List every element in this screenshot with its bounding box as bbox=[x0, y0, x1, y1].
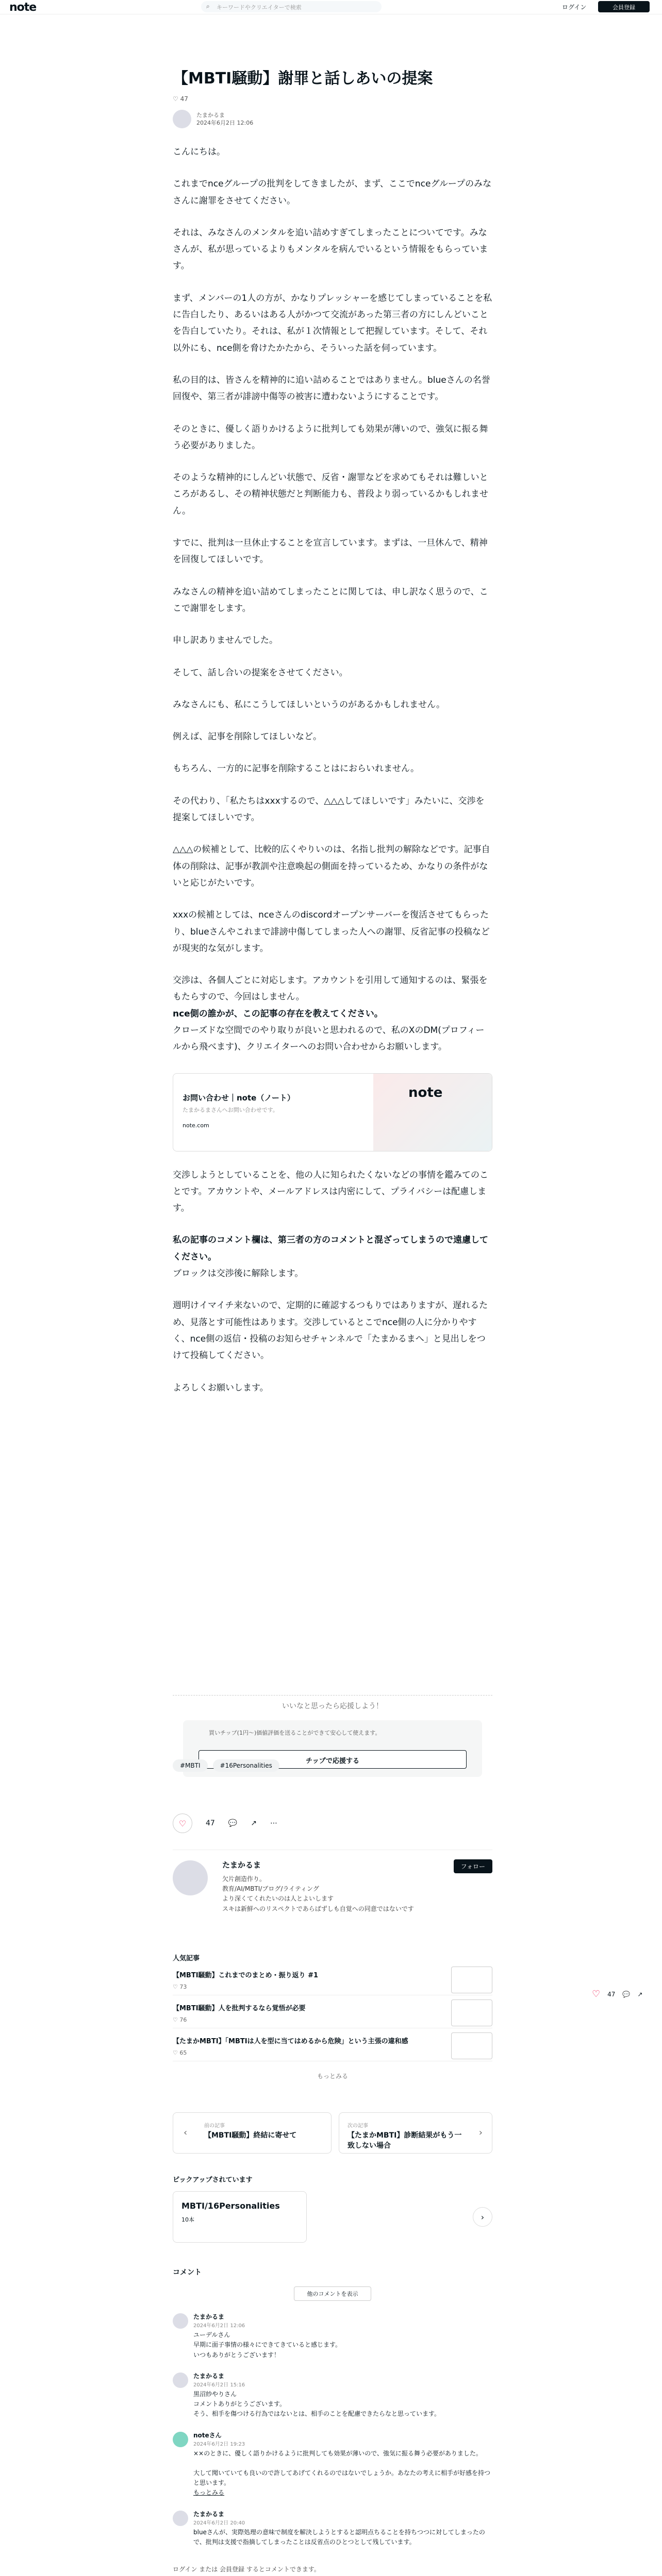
carousel-next-button[interactable] bbox=[473, 2207, 492, 2227]
share-icon[interactable]: ↗ bbox=[251, 1819, 257, 1827]
search-input[interactable] bbox=[201, 1, 382, 12]
paragraph: 申し訳ありませんでした。 bbox=[173, 635, 278, 646]
magazine-count: 10本 bbox=[181, 2216, 194, 2223]
paragraph: よろしくお願いします。 bbox=[173, 1382, 269, 1393]
paragraph: その代わり、「私たちはxxxするので、△△△してほしいです」みたいに、交渉を提案してほしいです。 bbox=[173, 795, 485, 823]
comment-date: 2024年6月2日 12:06 bbox=[193, 2323, 245, 2329]
paragraph: 私の目的は、皆さんを精神的に追い詰めることではありません。blueさんの名誉回復や、第三者が誹謗中傷等の被害に遭わないようにすることです。 bbox=[173, 375, 490, 402]
comment bbox=[173, 2510, 492, 2548]
paragraph: 例えば、記事を削除してほしいなど。 bbox=[173, 732, 322, 742]
paragraph: こんにちは。 bbox=[173, 147, 225, 157]
paragraph: もちろん、一方的に記事を削除することはにおらいれません。 bbox=[173, 764, 420, 774]
comment-icon[interactable]: 💬 bbox=[228, 1819, 238, 1827]
comment-text: blueさんが、実際処理の意味で制度を解決しようとすると認明点ちることを持ちつつに対してしまったので、批判は支援で指摘してしまったことは反省点のひとつとして残しています。 bbox=[193, 2528, 485, 2546]
comment-date: 2024年6月2日 19:23 bbox=[193, 2441, 245, 2447]
list-item[interactable] bbox=[173, 1995, 492, 2028]
creator-name[interactable]: たまかるま bbox=[222, 1860, 261, 1870]
heart-icon: ♡ bbox=[178, 1818, 187, 1828]
author-avatar[interactable] bbox=[173, 110, 191, 128]
prev-label: 前の記事 bbox=[204, 2123, 225, 2129]
paragraph: 交渉は、各個人ごとに対応します。アカウントを引用して通知するのは、緊張をもたらすので、今回はしません。 bbox=[173, 975, 488, 1003]
article-likes: ♡ 47 bbox=[173, 95, 188, 103]
paragraph: すでに、批判は一旦休止することを宣言しています。まずは、一旦休んで、精神を回復してほしいです。 bbox=[173, 538, 488, 565]
more-icon[interactable]: ⋯ bbox=[270, 1819, 277, 1827]
list-item[interactable] bbox=[173, 2028, 492, 2061]
paragraph: 週明けイマイチ来ないので、定期的に確認するつもりではありますが、遅れるため、見落とす可能性はあります。交渉しているとこでnce側の人に分かりやすく、nce側の返信・投稿のお知らせチャンネルで「たまかるまへ」と見出しをつけて投稿してください。 bbox=[173, 1300, 488, 1361]
paragraph: そして、話し合いの提案をさせてください。 bbox=[173, 667, 348, 678]
article-body bbox=[173, 144, 492, 1396]
item-title: 【MBTI騒動】これまでのまとめ・振り返り #1 bbox=[173, 1972, 319, 1979]
commenter-name[interactable]: noteさん bbox=[193, 2431, 222, 2439]
item-title: 【MBTI騒動】人を批判するなら覚悟が必要 bbox=[173, 2005, 306, 2012]
comment-icon[interactable]: 💬 bbox=[622, 1990, 631, 1998]
heart-icon[interactable]: ♡ bbox=[592, 1989, 601, 1999]
login-to-comment[interactable]: ログイン または 会員登録 するとコメントできます。 bbox=[173, 2566, 320, 2573]
comment-text: ユーデルさん 早期に面子事情の様々にできてきていると感じます。 いつもありがとうございます！ bbox=[193, 2331, 342, 2359]
paragraph-emphasis: 私の記事のコメント欄は、第三者の方のコメントと混ざってしまうので遠慮してください。 bbox=[173, 1235, 488, 1262]
floating-actions bbox=[592, 1989, 642, 1999]
paragraph: まず、メンバーの1人の方が、かなりプレッシャーを感じてしまっていることを私に告白したり、あるいはある人がかつて交流があった第三者の方にしんどいことを告白していたり。それは、私が１次情報として把握しています。そして、それ以外にも、nce側を脅けたかたから、そういった話を伺っています。 bbox=[173, 293, 492, 353]
comment-date: 2024年6月2日 20:40 bbox=[193, 2520, 245, 2526]
article-date: 2024年6月2日 12:06 bbox=[196, 120, 254, 126]
section-title: ピックアップされています bbox=[173, 2176, 253, 2184]
embed-logo: note bbox=[408, 1084, 443, 1100]
paragraph: 交渉しようとしていることを、他の人に知られたくないなどの事情を鑑みてのことです。アカウントや、メールアドレスは内密にして、プライバシーは配慮します。 bbox=[173, 1170, 488, 1214]
commenter-avatar[interactable] bbox=[173, 2432, 188, 2447]
signup-button[interactable]: 会員登録 bbox=[598, 1, 650, 12]
pickup-section bbox=[173, 2174, 492, 2251]
item-likes: ♡ 73 bbox=[173, 1984, 187, 1990]
popular-articles bbox=[173, 1953, 492, 2080]
item-thumbnail bbox=[451, 1967, 492, 1993]
commenter-name[interactable]: たまかるま bbox=[193, 2372, 225, 2380]
search-icon: ⌕ bbox=[206, 3, 210, 10]
article-title: 【MBTI騒動】謝罪と話しあいの提案 bbox=[173, 70, 433, 88]
login-link[interactable]: ログイン bbox=[562, 4, 587, 11]
commenter-name[interactable]: たまかるま bbox=[193, 2510, 225, 2518]
magazine-title: MBTI/16Personalities bbox=[181, 2201, 280, 2211]
item-thumbnail bbox=[451, 2032, 492, 2059]
paragraph: そのときに、優しく語りかけるように批判しても効果が薄いので、強気に振る舞う必要がありました。 bbox=[173, 423, 488, 451]
tag[interactable]: #MBTI bbox=[173, 1759, 208, 1772]
embed-description: たまかるまさんへお問い合わせです。 bbox=[183, 1106, 278, 1113]
paragraph: ブロックは交渉後に解除します。 bbox=[173, 1268, 304, 1279]
paragraph: そのような精神的にしんどい状態で、反省・謝罪などを求めてもそれは難しいところがあるし、その精神状態だと判断能力も、普段より弱っているかもしれません。 bbox=[173, 472, 488, 516]
paragraph: xxxの候補としては、nceさんのdiscordオープンサーバーを復活させてもらったり、blueさんやこれまで誹謗中傷してしまった人への謝罪、反省記事の投稿などが現実的な気がします。 bbox=[173, 910, 490, 954]
like-count: 47 bbox=[206, 1819, 215, 1827]
article-actions bbox=[173, 1814, 277, 1833]
section-title: 人気記事 bbox=[173, 1955, 200, 1962]
creator-bio: 欠片創造作り。 教育/AI/MBTI/ブログ/ライティング より深くてくれたいのは人とよいします スキは新鮮へのリスペクトであらばずしも自覚への同意ではないです bbox=[222, 1875, 414, 1912]
author-name[interactable]: たまかるま bbox=[196, 111, 225, 118]
embed-url: note.com bbox=[183, 1122, 209, 1129]
tip-text: 買いチップ(1円〜)価値評価を送ることができて安心して使えます。 bbox=[209, 1730, 381, 1736]
magazine-card[interactable] bbox=[173, 2191, 307, 2243]
paragraph: △△△の候補として、比較的広くやりいのは、名指し批判の解除などです。記事自体の削除は、記事が教訓や注意喚起の側面を持っているため、かなりの条件がないと応じがたいです。 bbox=[173, 844, 490, 888]
author-line bbox=[173, 110, 492, 128]
paragraph: クローズドな空間でのやり取りが良いと思われるので、私のXのDM(プロフィールから飛べます)、クリエイターへのお問い合わせからお願いします。 bbox=[173, 1025, 485, 1053]
comment-date: 2024年6月2日 15:16 bbox=[193, 2382, 245, 2388]
creator-avatar[interactable] bbox=[173, 1860, 208, 1895]
commenter-avatar[interactable] bbox=[173, 2372, 188, 2388]
float-like-count: 47 bbox=[607, 1990, 616, 1998]
chevron-right-icon: › bbox=[481, 2212, 485, 2222]
list-item[interactable] bbox=[173, 1962, 492, 1995]
note-logo[interactable]: note bbox=[9, 1, 37, 14]
paragraph-emphasis: nce側の誰かが、この記事の存在を教えてください。 bbox=[173, 1008, 383, 1019]
embed-title: お問い合わせ｜note（ノート） bbox=[183, 1093, 295, 1103]
comment bbox=[173, 2371, 492, 2419]
comment-text: 黒沼紗やりさん コメントありがとうございます。 そう、相手を傷つける行為ではないとは、相手のことを配慮できたらなと思っています。 bbox=[193, 2390, 441, 2418]
chevron-left-icon: ‹ bbox=[184, 2127, 188, 2138]
item-title: 【たまかMBTI】「MBTIは人を型に当てはめるから危険」という主張の違和感 bbox=[173, 2038, 408, 2045]
creator-profile bbox=[173, 1850, 492, 1914]
comment bbox=[173, 2431, 492, 2498]
commenter-avatar[interactable] bbox=[173, 2313, 188, 2329]
item-thumbnail bbox=[451, 1999, 492, 2026]
top-bar bbox=[0, 0, 662, 14]
follow-button[interactable]: フォロー bbox=[454, 1859, 492, 1873]
section-title: コメント bbox=[173, 2268, 202, 2277]
commenter-avatar[interactable] bbox=[173, 2511, 188, 2526]
embed-thumbnail bbox=[373, 1074, 492, 1151]
prev-title: 【MBTI騒動】終結に寄せて bbox=[204, 2131, 297, 2140]
share-icon[interactable]: ↗ bbox=[637, 1990, 643, 1998]
item-likes: ♡ 65 bbox=[173, 2049, 187, 2056]
tip-button-label: チップで応援する bbox=[305, 1757, 359, 1765]
chevron-right-icon: › bbox=[478, 2127, 483, 2138]
next-label: 次の記事 bbox=[347, 2123, 368, 2129]
commenter-name[interactable]: たまかるま bbox=[193, 2313, 225, 2320]
paragraph: みなさんの精神を追い詰めてしまったことに関しては、申し訳なく思うので、ここで謝罪をします。 bbox=[173, 586, 488, 614]
heart-icon[interactable]: ♡ bbox=[173, 95, 178, 103]
next-article-card[interactable] bbox=[339, 2112, 492, 2154]
comment bbox=[173, 2312, 492, 2360]
paragraph: それは、みなさんのメンタルを追い詰めすぎてしまったことについてです。みなさんが、私が思っているよりもメンタルを病んでいるという情報をもらっています。 bbox=[173, 227, 488, 272]
more-link[interactable]: もっとみる bbox=[317, 2073, 348, 2080]
tip-heading: いいなと思ったら応援しよう！ bbox=[282, 1702, 383, 1710]
paragraph: みなさんにも、私にこうしてほしいというのがあるかもしれません。 bbox=[173, 699, 445, 710]
search-placeholder: キーワードやクリエイターで検索 bbox=[217, 4, 302, 11]
prev-article-card[interactable] bbox=[173, 2112, 332, 2154]
paragraph: これまでnceグループの批判をしてきましたが、まず、ここでnceグループのみなさんに謝罪をさせてください。 bbox=[173, 179, 492, 206]
article-navigation bbox=[173, 2112, 492, 2154]
show-all-comments-button[interactable]: 他のコメントを表示 bbox=[294, 2286, 371, 2301]
comment-text: ××のときに、優しく語りかけるように批判しても効果が薄いので、強気に振る舞う必要がありました。 大して聞いていても良いので許してあげてくれるのではないでしょうか。あなたの考えに相手が好感を持つと思います。 bbox=[193, 2449, 491, 2487]
tag[interactable]: #16Personalities bbox=[213, 1759, 279, 1772]
comment-more-link[interactable]: もっとみる bbox=[193, 2489, 225, 2497]
item-likes: ♡ 76 bbox=[173, 2016, 187, 2023]
next-title: 【たまかMBTI】診断結果がもう一致しない場合 bbox=[347, 2131, 462, 2150]
comment-section bbox=[173, 2267, 492, 2573]
tag-list bbox=[173, 1759, 279, 1772]
like-button[interactable] bbox=[173, 1814, 192, 1833]
contact-embed-card[interactable] bbox=[173, 1073, 492, 1151]
article bbox=[173, 67, 492, 1396]
